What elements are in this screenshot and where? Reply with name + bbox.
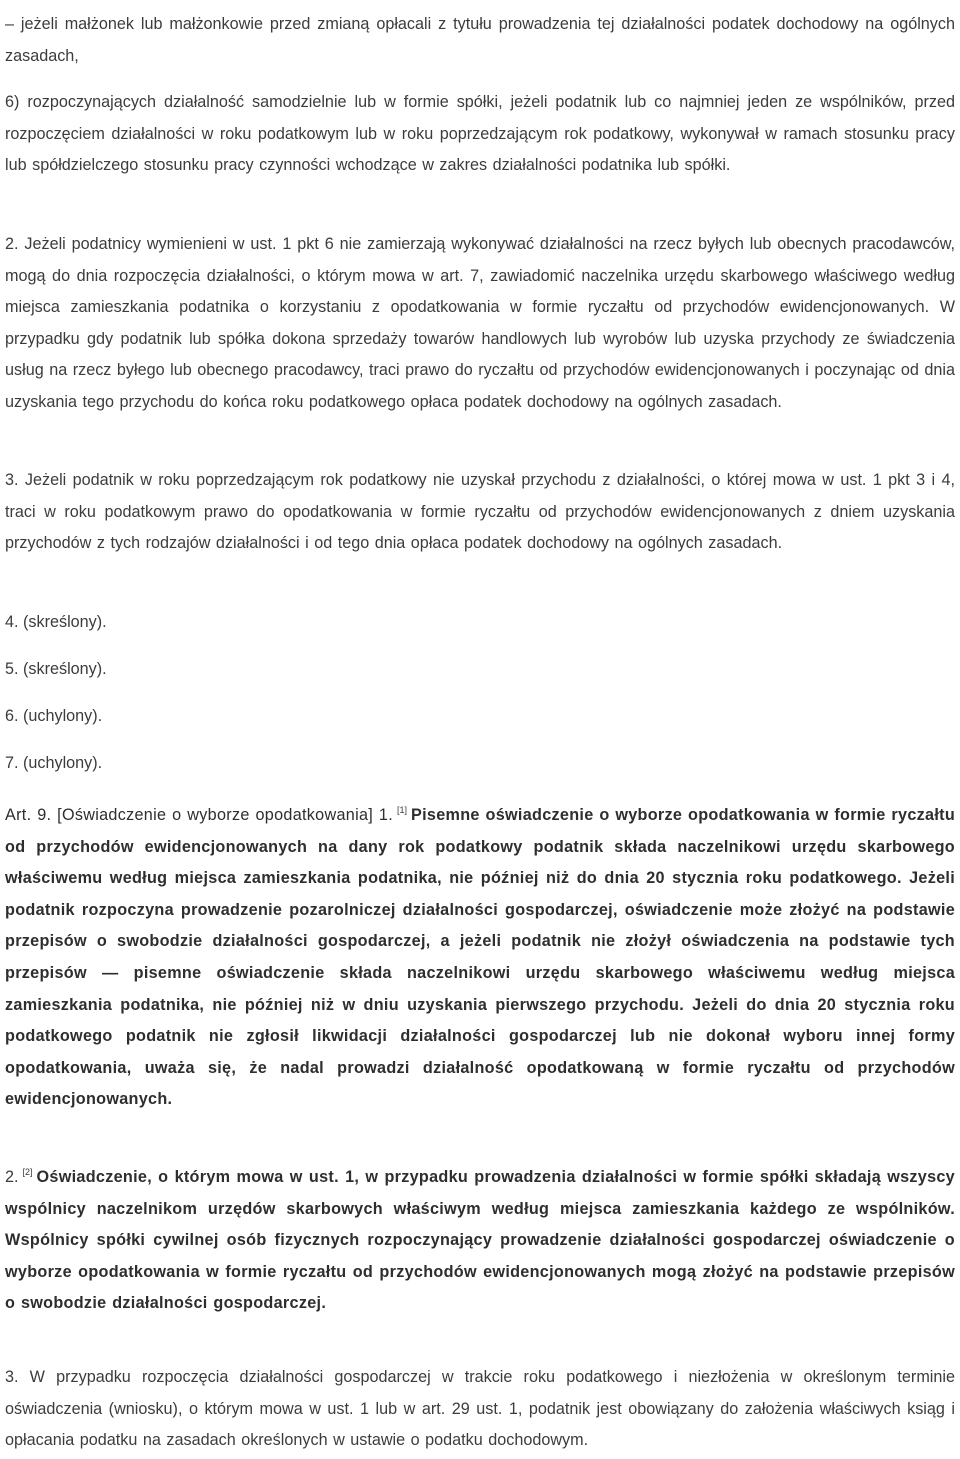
article-9-text: Pisemne oświadczenie o wyborze opodatkowania w formie ryczałtu od przychodów ewidencjonowanych na dany rok podatkowy podatnik składa naczelnikowi urzędu skarbowego właściwemu według miejsca zamieszkania podatnika, nie później niż do dnia 20 stycznia roku podatkowego. Jeżeli podatnik rozpoczyna prowadzenie pozarolniczej działalności gospodarczej, oświadczenie może złożyć na podstawie przepisów o swobodzie działalności gospodarczej, a jeżeli podatnik nie złożył oświadczenia na podstawie tych przepisów — pisemne oświadczenie składa naczelnikowi urzędu skarbowego właściwemu według miejsca zamieszkania podatnika, nie później niż w dniu uzyskania pierwszego przychodu. Jeżeli do dnia 20 stycznia roku podatkowego podatnik nie zgłosił likwidacji działalności gospodarczej lub nie dokonał wyboru innej formy opodatkowania, uważa się, że nadal prowadzi działalność opodatkowaną w formie ryczałtu od przychodów ewidencjonowanych. <box>5 806 956 1109</box>
article-9-2-text: Oświadczenie, o którym mowa w ust. 1, w przypadku prowadzenia działalności w formie spółki składają wszyscy wspólnicy naczelnikom urzędów skarbowych właściwym według miejsca zamieszkania każdego ze wspólników. Wspólnicy spółki cywilnej osób fizycznych rozpoczynający prowadzenie działalności gospodarczej oświadczenie o wyborze opodatkowania w formie ryczałtu od przychodów ewidencjonowanych mogą złożyć na podstawie przepisów o swobodzie działalności gospodarczej. <box>5 1168 955 1313</box>
footnote-ref-1[interactable]: [1] <box>397 805 408 815</box>
paragraph-section-7: 7. (uchylony). <box>5 754 103 772</box>
article-9-paragraph-1 <box>5 795 955 1116</box>
footnote-ref-2[interactable]: [2] <box>22 1167 33 1177</box>
paragraph-spouse-condition: – jeżeli małżonek lub małżonkowie przed zmianą opłacali z tytułu prowadzenia tej działalności podatek dochodowy na ogólnych zasadach, <box>5 15 955 65</box>
paragraph-section-5: 5. (skreślony). <box>5 660 107 678</box>
paragraph-section-4: 4. (skreślony). <box>5 613 107 631</box>
article-9-2-number: 2. <box>5 1168 19 1186</box>
paragraph-point-6: 6) rozpoczynających działalność samodzielnie lub w formie spółki, jeżeli podatnik lub co najmniej jeden ze wspólników, przed rozpoczęciem działalności w roku podatkowym lub w roku poprzedzającym rok podatkowy, wykonywał w ramach stosunku pracy lub spółdzielczego stosunku pracy czynności wchodzące w zakres działalności podatnika lub spółki. <box>5 93 955 175</box>
paragraph-section-3: 3. Jeżeli podatnik w roku poprzedzającym rok podatkowy nie uzyskał przychodu z działalności, o której mowa w ust. 1 pkt 3 i 4, traci w roku podatkowym prawo do opodatkowania w formie ryczałtu od przychodów ewidencjonowanych z dniem uzyskania przychodów z tych rodzajów działalności i od tego dnia opłaca podatek dochodowy na ogólnych zasadach. <box>5 471 955 553</box>
paragraph-section-2: 2. Jeżeli podatnicy wymienieni w ust. 1 pkt 6 nie zamierzają wykonywać działalności na rzecz byłych lub obecnych pracodawców, mogą do dnia rozpoczęcia działalności, o którym mowa w art. 7, zawiadomić naczelnika urzędu skarbowego właściwego według miejsca zamieszkania podatnika o korzystaniu z opodatkowania w formie ryczałtu od przychodów ewidencjonowanych. W przypadku gdy podatnik lub spółka dokona sprzedaży towarów handlowych lub wyrobów lub uzyska przychody ze świadczenia usług na rzecz byłego lub obecnego pracodawcy, traci prawo do ryczałtu od przychodów ewidencjonowanych i poczynając od dnia uzyskania tego przychodu do końca roku podatkowego opłaca podatek dochodowy na ogólnych zasadach. <box>5 235 955 411</box>
paragraph-section-6: 6. (uchylony). <box>5 707 103 725</box>
article-9-heading: Art. 9. [Oświadczenie o wyborze opodatkowania] 1. <box>5 806 394 824</box>
article-9-paragraph-2 <box>5 1157 955 1320</box>
article-9-paragraph-3: 3. W przypadku rozpoczęcia działalności gospodarczej w trakcie roku podatkowego i niezłożenia w określonym terminie oświadczenia (wniosku), o którym mowa w ust. 1 lub w art. 29 ust. 1, podatnik jest obowiązany do założenia właściwych ksiąg i opłacania podatku na zasadach określonych w ustawie o podatku dochodowym. <box>5 1368 955 1450</box>
